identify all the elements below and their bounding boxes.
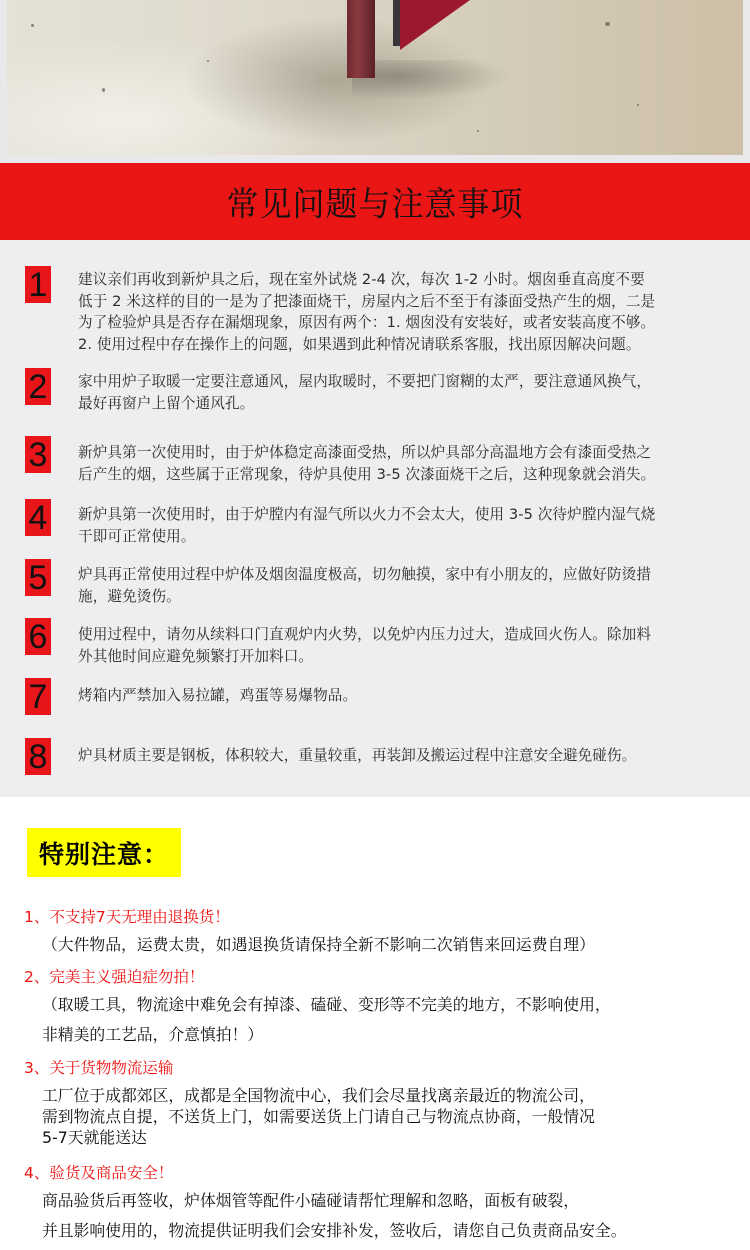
faq-item-text (78, 442, 738, 485)
floor-speck (207, 60, 209, 62)
special-notice-badge (27, 828, 181, 877)
text-line: 施，避免烫伤。 (78, 587, 181, 605)
text-line: 工厂位于成都郊区，成都是全国物流中心，我们会尽量找离亲最近的物流公司， (42, 1086, 595, 1105)
faq-item-text (78, 745, 738, 767)
floor-speck (477, 130, 479, 132)
faq-section (0, 240, 750, 797)
faq-item-text (78, 371, 738, 414)
faq-item-text (78, 504, 738, 547)
faq-title: 常见问题与注意事项 (226, 183, 524, 224)
text-line: 建议亲们再收到新炉具之后，现在室外试烧 2-4 次，每次 1-2 小时。烟囱垂直高度不要 (78, 271, 645, 288)
rule-body-4 (42, 1186, 627, 1246)
floor-speck (102, 88, 105, 92)
number-badge: 6 (25, 618, 51, 655)
text-line: 5-7天就能送达 (42, 1128, 147, 1147)
number-badge: 4 (25, 499, 51, 536)
rule-heading-3: 3、关于货物物流运输 (24, 1059, 174, 1077)
text-line: 新炉具第一次使用时，由于炉膛内有湿气所以火力不会太大，使用 3-5 次待炉膛内湿气烧 (78, 506, 656, 523)
number-badge: 3 (25, 436, 51, 473)
text-line: 使用过程中，请勿从续料口门直观炉内火势，以免炉内压力过大，造成回火伤人。除加料 (78, 626, 652, 643)
number-badge: 2 (25, 368, 51, 405)
text-line: 非精美的工艺品，介意慎拍！） (42, 1025, 264, 1044)
rule-body-3 (42, 1085, 595, 1148)
rule-heading-1: 1、不支持7天无理由退换货！ (24, 908, 230, 926)
faq-item-text (78, 624, 738, 667)
stove-panel (400, 0, 470, 50)
text-line: 低于 2 米这样的目的一是为了把漆面烧干，房屋内之后不至于有漆面受热产生的烟，二是 (78, 292, 656, 310)
text-line: 家中用炉子取暖一定要注意通风，屋内取暖时，不要把门窗糊的太严，要注意通风换气， (78, 373, 652, 390)
faq-item-text (78, 564, 738, 607)
faq-item-text (78, 685, 738, 707)
text-line: 外其他时间应避免频繁打开加料口。 (78, 647, 314, 665)
special-notice-title: 特别注意： (38, 839, 169, 869)
number-badge: 5 (25, 559, 51, 596)
stove-shadow (352, 60, 512, 100)
text-line: 新炉具第一次使用时，由于炉体稳定高漆面受热，所以炉具部分高温地方会有漆面受热之 (78, 444, 652, 461)
text-line: 为了检验炉具是否存在漏烟现象，原因有两个：1. 烟囱没有安装好，或者安装高度不够。 (78, 314, 656, 332)
floor-speck (605, 22, 610, 26)
rule-heading-2: 2、完美主义强迫症勿拍！ (24, 968, 205, 986)
text-line: （取暖工具，物流途中难免会有掉漆、磕碰、变形等不完美的地方，不影响使用， (42, 995, 611, 1014)
number-badge: 8 (25, 738, 51, 775)
text-line: 商品验货后再签收，炉体烟管等配件小磕碰请帮忙理解和忽略，面板有破裂， (42, 1191, 580, 1210)
text-line: 炉具再正常使用过程中炉体及烟囱温度极高，切勿触摸，家中有小朋友的，应做好防烫措 (78, 566, 652, 583)
product-photo-frame (0, 0, 750, 163)
rule-heading-4: 4、验货及商品安全！ (24, 1164, 174, 1182)
number-badge: 1 (25, 266, 51, 303)
number-badge: 7 (25, 678, 51, 715)
text-line: 2. 使用过程中存在操作上的问题，如果遇到此种情况请联系客服，找出原因解决问题。 (78, 335, 641, 353)
product-photo (7, 0, 743, 155)
faq-header-band (0, 163, 750, 240)
text-line: 需到物流点自提，不送货上门，如需要送货上门请自己与物流点协商，一般情况 (42, 1107, 595, 1126)
text-line: 干即可正常使用。 (78, 527, 196, 545)
faq-item-text (78, 269, 738, 355)
stove-leg (347, 0, 375, 78)
text-line: 最好再窗户上留个通风孔。 (78, 394, 255, 412)
text-line: 烤箱内严禁加入易拉罐，鸡蛋等易爆物品。 (78, 687, 358, 704)
text-line: 炉具材质主要是钢板，体积较大，重量较重，再装卸及搬运过程中注意安全避免碰伤。 (78, 747, 637, 764)
text-line: 并且影响使用的，物流提供证明我们会安排补发，签收后，请您自己负责商品安全。 (42, 1221, 627, 1240)
text-line: 后产生的烟，这些属于正常现象，待炉具使用 3-5 次漆面烧干之后，这种现象就会消失。 (78, 465, 656, 483)
rule-body-2 (42, 990, 611, 1050)
floor-speck (31, 24, 34, 27)
rule-body-1 (42, 930, 595, 960)
text-line: （大件物品，运费太贵，如遇退换货请保持全新不影响二次销售来回运费自理） (42, 935, 595, 954)
floor-speck (637, 104, 639, 106)
